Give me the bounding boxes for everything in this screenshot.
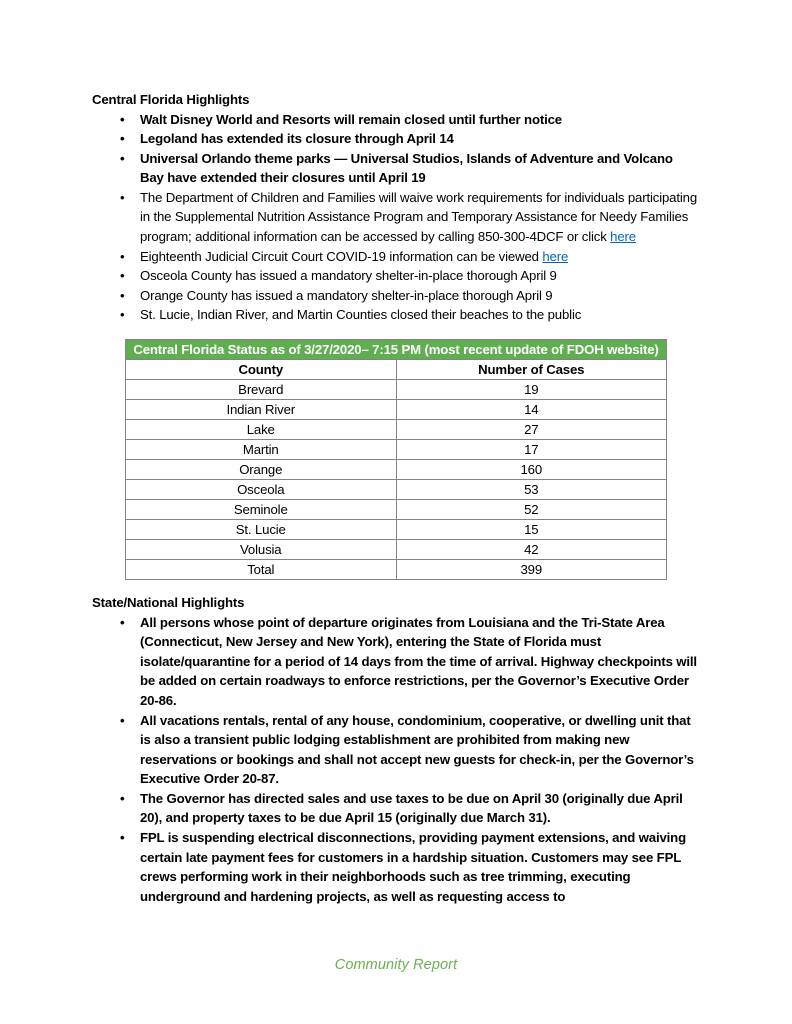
table-row <box>126 420 667 440</box>
cell-cases: 52 <box>396 500 667 520</box>
list-item-text: Walt Disney World and Resorts will remain closed until further notice <box>140 111 562 127</box>
list-item-text: Osceola County has issued a mandatory shelter-in-place thorough April 9 <box>140 268 557 284</box>
list-item-text: Orange County has issued a mandatory shelter-in-place thorough April 9 <box>140 287 553 303</box>
section-heading-state-national: State/National Highlights <box>92 595 245 611</box>
list-item <box>92 711 700 789</box>
list-item <box>92 305 700 325</box>
here-link-circuit-court[interactable]: here <box>542 248 569 264</box>
table-title: Central Florida Status as of 3/27/2020– 7:15 PM (most recent update of FDOH website) <box>126 340 667 360</box>
section-spacer <box>92 580 700 593</box>
list-item <box>92 247 700 267</box>
bullet-icon: • <box>120 614 125 630</box>
list-item-text: Universal Orlando theme parks — Universal Studios, Islands of Adventure and Volcano Bay have extended their closures until April 19 <box>140 150 673 186</box>
cell-cases: 19 <box>396 380 667 400</box>
bullet-icon: • <box>120 830 125 846</box>
table-title-row <box>126 340 667 360</box>
list-item <box>92 286 700 306</box>
cell-county: Martin <box>126 440 397 460</box>
list-item-text: The Governor has directed sales and use taxes to be due on April 30 (originally due April 20), and property taxes to be due April 15 (originally due March 31). <box>140 790 683 826</box>
list-item-text: Eighteenth Judicial Circuit Court COVID-19 information can be viewed <box>140 248 543 264</box>
bullet-list-central-florida <box>92 110 700 326</box>
column-header-cases: Number of Cases <box>396 360 667 380</box>
list-item <box>92 613 700 711</box>
cell-cases: 160 <box>396 460 667 480</box>
list-item <box>92 188 700 247</box>
cell-county: Indian River <box>126 400 397 420</box>
bullet-icon: • <box>120 131 125 147</box>
cell-cases: 399 <box>396 560 667 580</box>
bullet-icon: • <box>120 712 125 728</box>
table-row <box>126 400 667 420</box>
cell-cases: 27 <box>396 420 667 440</box>
cell-county: Total <box>126 560 397 580</box>
list-item <box>92 149 700 188</box>
cell-cases: 42 <box>396 540 667 560</box>
table-row <box>126 380 667 400</box>
cell-cases: 53 <box>396 480 667 500</box>
bullet-list-state-national <box>92 613 700 907</box>
list-item <box>92 789 700 828</box>
bullet-icon: • <box>120 287 125 303</box>
table-row <box>126 540 667 560</box>
table-row <box>126 480 667 500</box>
cell-county: Lake <box>126 420 397 440</box>
bullet-icon: • <box>120 150 125 166</box>
list-item-text: Legoland has extended its closure through April 14 <box>140 131 454 147</box>
cell-county: St. Lucie <box>126 520 397 540</box>
cell-county: Brevard <box>126 380 397 400</box>
cell-cases: 15 <box>396 520 667 540</box>
here-link-dcf[interactable]: here <box>610 229 636 245</box>
bullet-icon: • <box>120 268 125 284</box>
list-item-text: The Department of Children and Families will waive work requirements for individuals participating in the Supplemental Nutrition Assistance Program and Temporary Assistance for Needy Families program; additional information can be accessed by calling 850-300-4DCF or click <box>140 189 698 245</box>
table-row <box>126 520 667 540</box>
list-item-text: FPL is suspending electrical disconnections, providing payment extensions, and waiving certain late payment fees for customers in a hardship situation. Customers may see FPL crews performing work in their neighborhoods such as tree trimming, executing underground and hardening projects, as well as requesting access to <box>140 830 686 904</box>
column-header-county: County <box>126 360 397 380</box>
list-item <box>92 266 700 286</box>
central-florida-status-table <box>125 339 667 580</box>
cell-county: Seminole <box>126 500 397 520</box>
cell-county: Volusia <box>126 540 397 560</box>
section-heading-central-florida: Central Florida Highlights <box>92 92 250 107</box>
bullet-icon: • <box>120 307 125 323</box>
bullet-icon: • <box>120 248 125 264</box>
cell-county: Orange <box>126 460 397 480</box>
list-item <box>92 129 700 149</box>
status-table-container <box>125 339 667 580</box>
table-row <box>126 440 667 460</box>
list-item-text: All persons whose point of departure originates from Louisiana and the Tri-State Area (Connecticut, New Jersey and New York), entering the State of Florida must isolate/quarantine for a period of 14 days from the time of arrival. Highway checkpoints will be added on certain roadways to enforce restrictions, per the Governor’s Executive Order 20-86. <box>140 614 697 708</box>
bullet-icon: • <box>120 189 125 205</box>
table-header-row <box>126 360 667 380</box>
table-row <box>126 500 667 520</box>
list-item <box>92 110 700 130</box>
bullet-icon: • <box>120 790 125 806</box>
page-footer: Community Report <box>334 957 458 973</box>
cell-cases: 14 <box>396 400 667 420</box>
cell-cases: 17 <box>396 440 667 460</box>
document-body <box>92 90 700 906</box>
list-item <box>92 828 700 906</box>
table-row-total <box>126 560 667 580</box>
list-item-text: St. Lucie, Indian River, and Martin Counties closed their beaches to the public <box>140 307 582 323</box>
list-item-text: All vacations rentals, rental of any house, condominium, cooperative, or dwelling unit that is also a transient public lodging establishment are prohibited from making new reservations or bookings and shall not accept new guests for check-in, per the Governor’s Executive Order 20-87. <box>140 712 694 787</box>
bullet-icon: • <box>120 111 125 127</box>
cell-county: Osceola <box>126 480 397 500</box>
table-row <box>126 460 667 480</box>
